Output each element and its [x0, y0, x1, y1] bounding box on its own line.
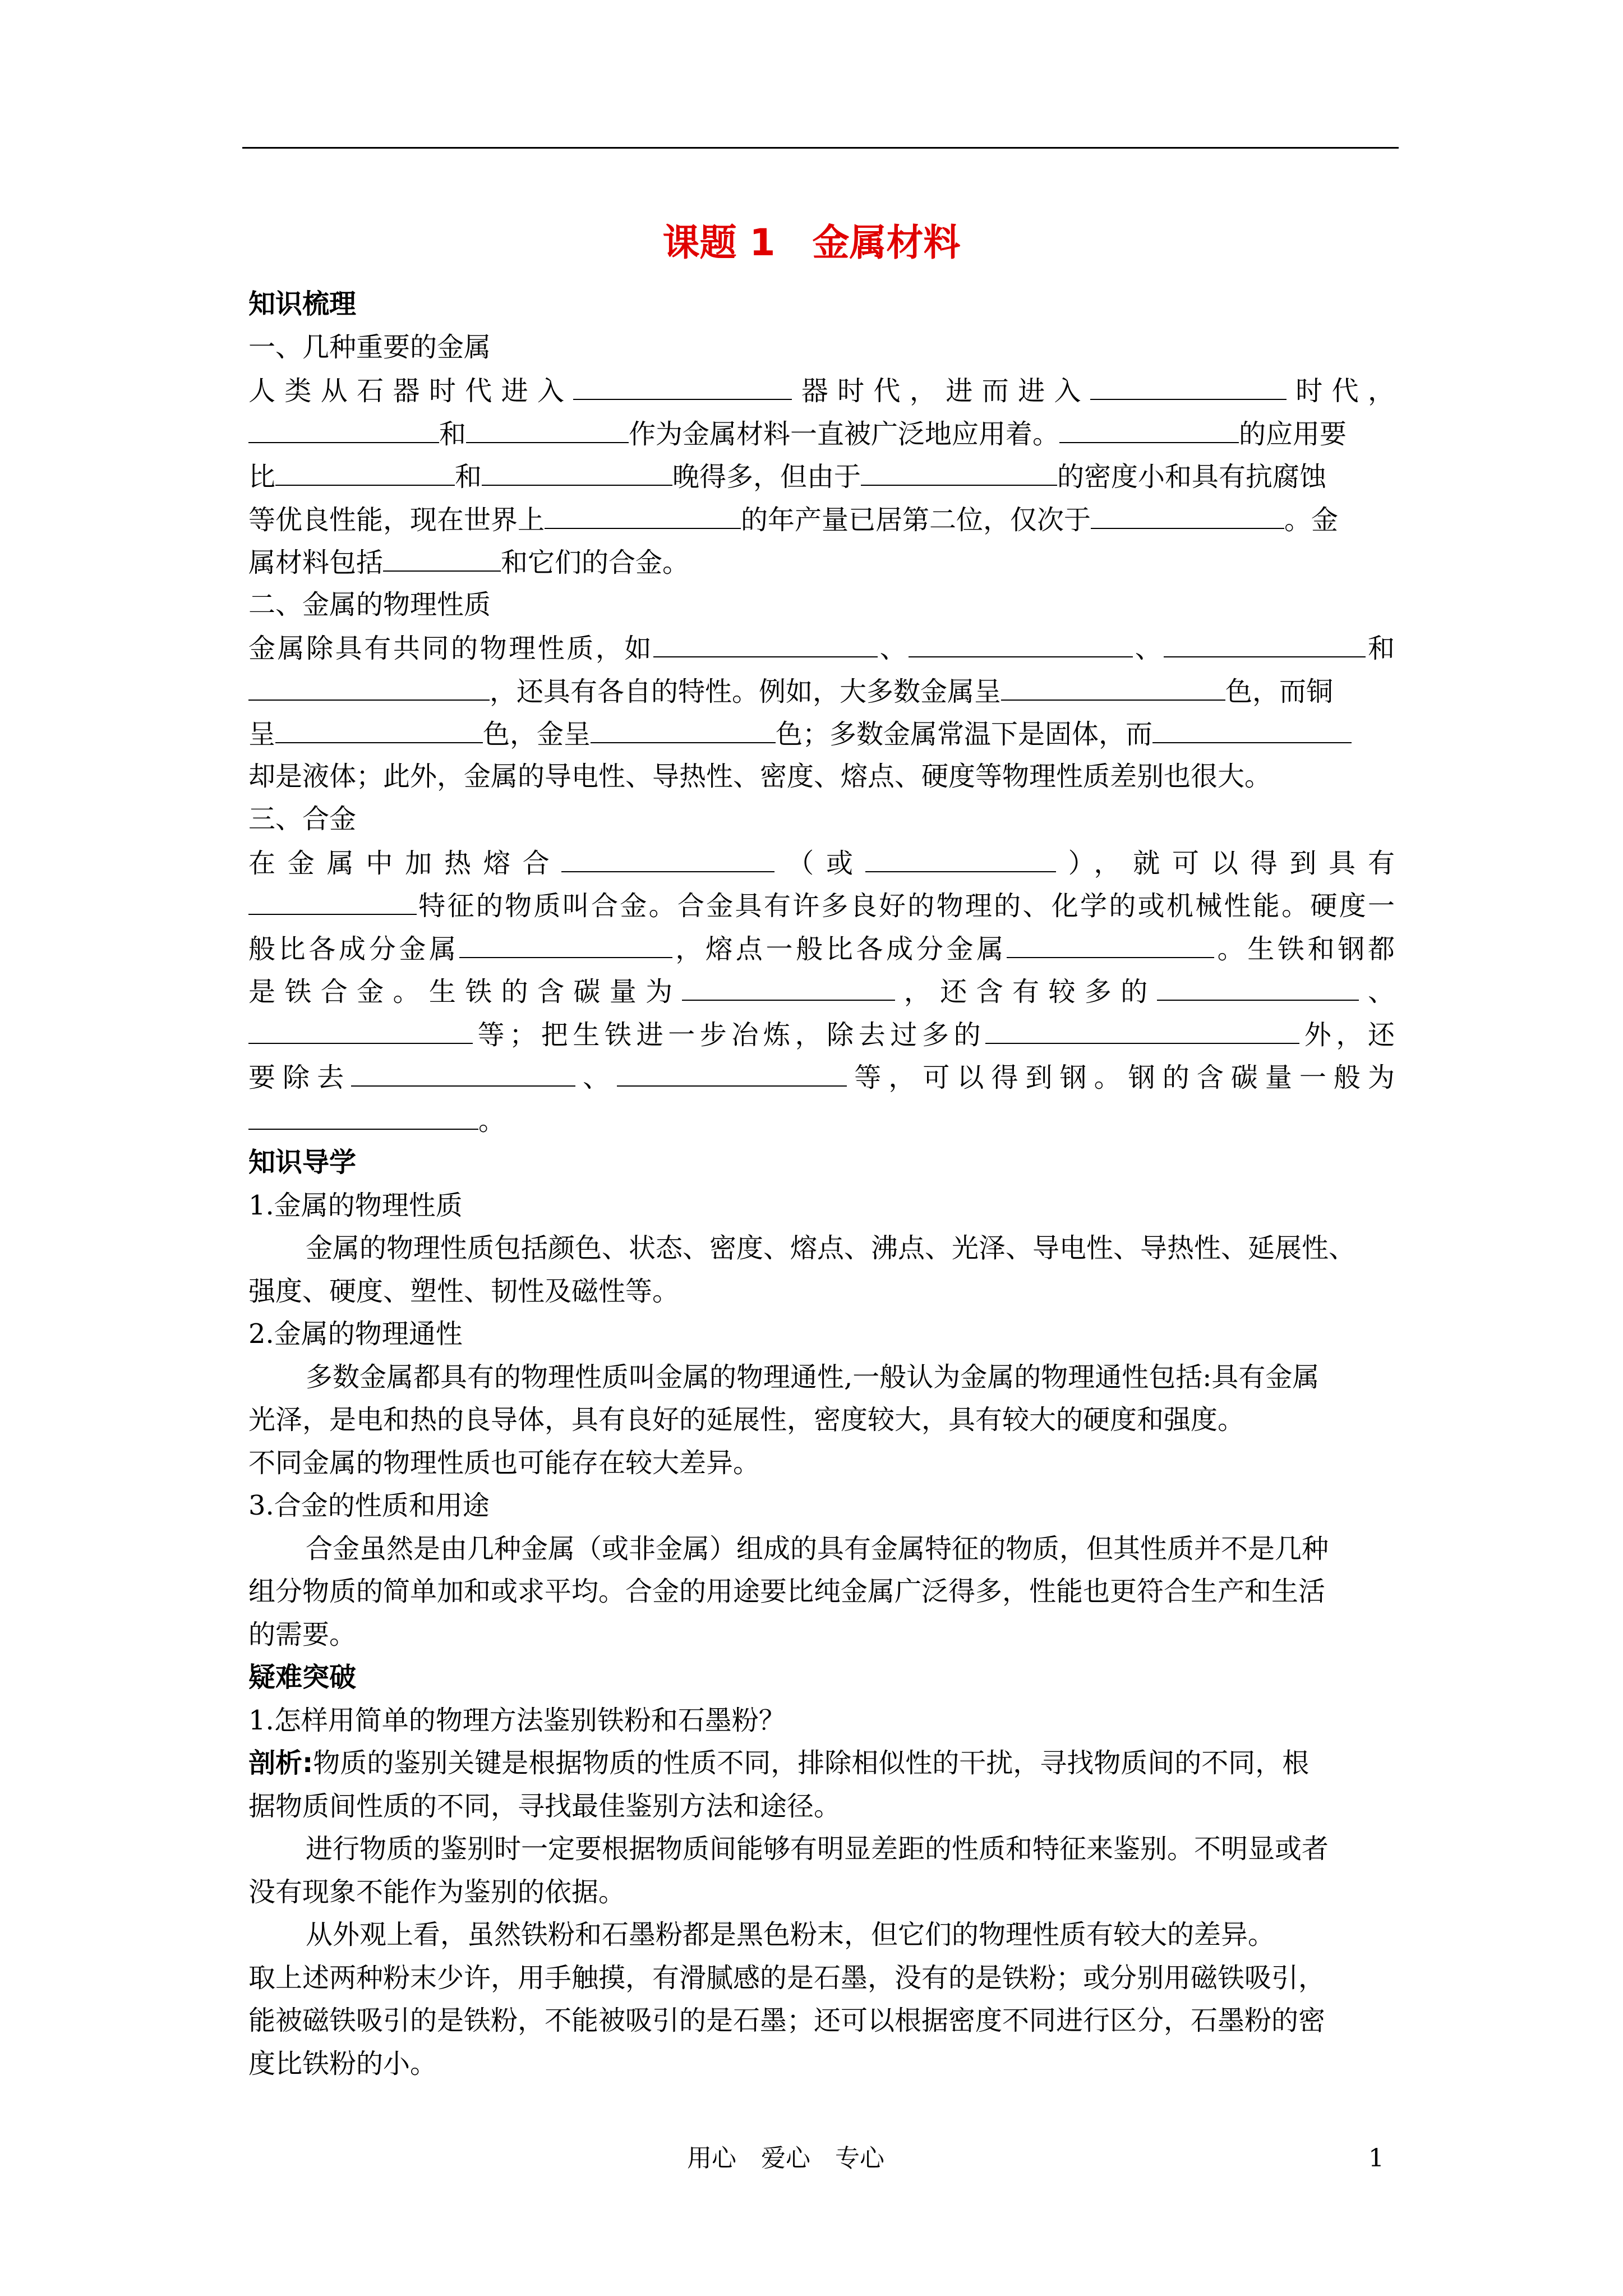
paragraph-line: 不同金属的物理性质也可能存在较大差异。 — [248, 1447, 760, 1479]
answer-blank[interactable] — [1059, 415, 1239, 443]
question: 1.怎样用简单的物理方法鉴别铁粉和石墨粉？ — [248, 1705, 786, 1736]
fill-line-12: 是铁合金。生铁的含碳量为 ，还含有较多的 、 — [248, 973, 1395, 1010]
item-heading: 1.金属的物理性质 — [248, 1190, 463, 1221]
answer-blank[interactable] — [275, 458, 455, 486]
paragraph-line: 多数金属都具有的物理性质叫金属的物理通性,一般认为金属的物理通性包括:具有金属 — [306, 1361, 1320, 1393]
page-title: 课题 1 金属材料 — [662, 221, 961, 264]
answer-blank[interactable] — [351, 1059, 575, 1087]
answer-blank[interactable] — [653, 629, 878, 657]
answer-blank[interactable] — [466, 415, 629, 443]
answer-blank[interactable] — [865, 844, 1056, 872]
analysis-line: 剖析:物质的鉴别关键是根据物质的性质不同，排除相似性的干扰，寻找物质间的不同，根 — [248, 1747, 1310, 1779]
footer-motto: 用心 爱心 专心 — [687, 2144, 884, 2173]
paragraph-line: 没有现象不能作为鉴别的依据。 — [248, 1876, 626, 1908]
fill-line-10: 特征的物质叫合金。合金具有许多良好的物理的、化学的或机械性能。硬度一 — [248, 887, 1395, 924]
section-heading-difficulties: 疑难突破 — [248, 1662, 357, 1693]
paragraph-line: 取上述两种粉末少许，用手触摸，有滑腻感的是石墨，没有的是铁粉；或分别用磁铁吸引， — [248, 1962, 1326, 1994]
paragraph-line: 光泽，是电和热的良导体，具有良好的延展性，密度较大，具有较大的硬度和强度。 — [248, 1404, 1245, 1435]
subheading-important-metals: 一、几种重要的金属 — [248, 332, 491, 363]
page-number: 1 — [1368, 2144, 1384, 2173]
fill-line-15: 。 — [248, 1102, 1395, 1139]
answer-blank[interactable] — [1157, 973, 1359, 1001]
answer-blank[interactable] — [248, 887, 417, 915]
section-heading-knowledge-summary: 知识梳理 — [248, 288, 357, 320]
fill-line-8: 呈 色，金呈 色；多数金属常温下是固体，而 — [248, 715, 1395, 752]
paragraph-line: 从外观上看，虽然铁粉和石墨粉都是黑色粉末，但它们的物理性质有较大的差异。 — [306, 1919, 1275, 1950]
answer-blank[interactable] — [591, 715, 776, 743]
answer-blank[interactable] — [573, 372, 792, 400]
paragraph-line: 度比铁粉的小。 — [248, 2048, 437, 2079]
answer-blank[interactable] — [248, 1016, 473, 1044]
fill-line-9: 在金属中加热熔合 （或 ），就可以得到具有 — [248, 844, 1395, 881]
answer-blank[interactable] — [1090, 372, 1287, 400]
fill-line-4: 等优良性能，现在世界上 的年产量已居第二位，仅次于 。金 — [248, 501, 1395, 538]
section-heading-knowledge-guide: 知识导学 — [248, 1147, 357, 1178]
item-heading: 3.合金的性质和用途 — [248, 1490, 490, 1521]
header-rule — [242, 147, 1399, 149]
answer-blank[interactable] — [1152, 715, 1352, 743]
paragraph-line: 强度、硬度、塑性、韧性及磁性等。 — [248, 1276, 680, 1307]
subheading-alloys: 三、合金 — [248, 803, 357, 835]
fill-line-5: 属材料包括 和它们的合金。 — [248, 544, 1395, 581]
answer-blank[interactable] — [1007, 930, 1214, 958]
fill-line-6: 金属除具有共同的物理性质，如 、 、 和 — [248, 629, 1395, 666]
paragraph-line: 进行物质的鉴别时一定要根据物质间能够有明显差距的性质和特征来鉴别。不明显或者 — [306, 1833, 1329, 1865]
answer-blank[interactable] — [1091, 501, 1284, 529]
paragraph-line: 的需要。 — [248, 1619, 357, 1650]
answer-blank[interactable] — [275, 715, 483, 743]
fill-line-7: ，还具有各自的特性。例如，大多数金属呈 色，而铜 — [248, 673, 1395, 710]
answer-blank[interactable] — [909, 629, 1133, 657]
answer-blank[interactable] — [248, 1102, 478, 1130]
subheading-physical-properties: 二、金属的物理性质 — [248, 589, 491, 620]
answer-blank[interactable] — [482, 458, 672, 486]
item-heading: 2.金属的物理通性 — [248, 1318, 463, 1350]
answer-blank[interactable] — [682, 973, 895, 1001]
answer-blank[interactable] — [459, 930, 672, 958]
answer-blank[interactable] — [383, 544, 501, 572]
answer-blank[interactable] — [861, 458, 1057, 486]
fill-line-3: 比 和 晚得多，但由于 的密度小和具有抗腐蚀 — [248, 458, 1395, 495]
paragraph-line: 金属的物理性质包括颜色、状态、密度、熔点、沸点、光泽、导电性、导热性、延展性、 — [306, 1232, 1356, 1264]
answer-blank[interactable] — [1164, 629, 1366, 657]
paragraph-line: 却是液体；此外，金属的导电性、导热性、密度、熔点、硬度等物理性质差别也很大。 — [248, 761, 1272, 792]
answer-blank[interactable] — [561, 844, 774, 872]
fill-line-14: 要除去 、 等，可以得到钢。钢的含碳量一般为 — [248, 1059, 1395, 1096]
paragraph-line: 据物质间性质的不同，寻找最佳鉴别方法和途径。 — [248, 1791, 841, 1822]
paragraph-line: 合金虽然是由几种金属（或非金属）组成的具有金属特征的物质，但其性质并不是几种 — [306, 1533, 1329, 1565]
answer-blank[interactable] — [248, 673, 490, 701]
answer-blank[interactable] — [545, 501, 741, 529]
fill-line-13: 等；把生铁进一步冶炼，除去过多的 外，还 — [248, 1016, 1395, 1053]
answer-blank[interactable] — [985, 1016, 1299, 1044]
fill-line-1: 人类从石器时代进入 器时代，进而进入 时代， — [248, 372, 1395, 409]
paragraph-line: 组分物质的简单加和或求平均。合金的用途要比纯金属广泛得多，性能也更符合生产和生活 — [248, 1576, 1326, 1607]
fill-line-11: 般比各成分金属 ，熔点一般比各成分金属 。生铁和钢都 — [248, 930, 1395, 967]
answer-blank[interactable] — [617, 1059, 847, 1087]
fill-line-2: 和 作为金属材料一直被广泛地应用着。 的应用要 — [248, 415, 1395, 452]
analysis-label: 剖析: — [248, 1747, 313, 1779]
answer-blank[interactable] — [1001, 673, 1225, 701]
paragraph-line: 能被磁铁吸引的是铁粉，不能被吸引的是石墨；还可以根据密度不同进行区分，石墨粉的密 — [248, 2005, 1326, 2036]
answer-blank[interactable] — [248, 415, 439, 443]
